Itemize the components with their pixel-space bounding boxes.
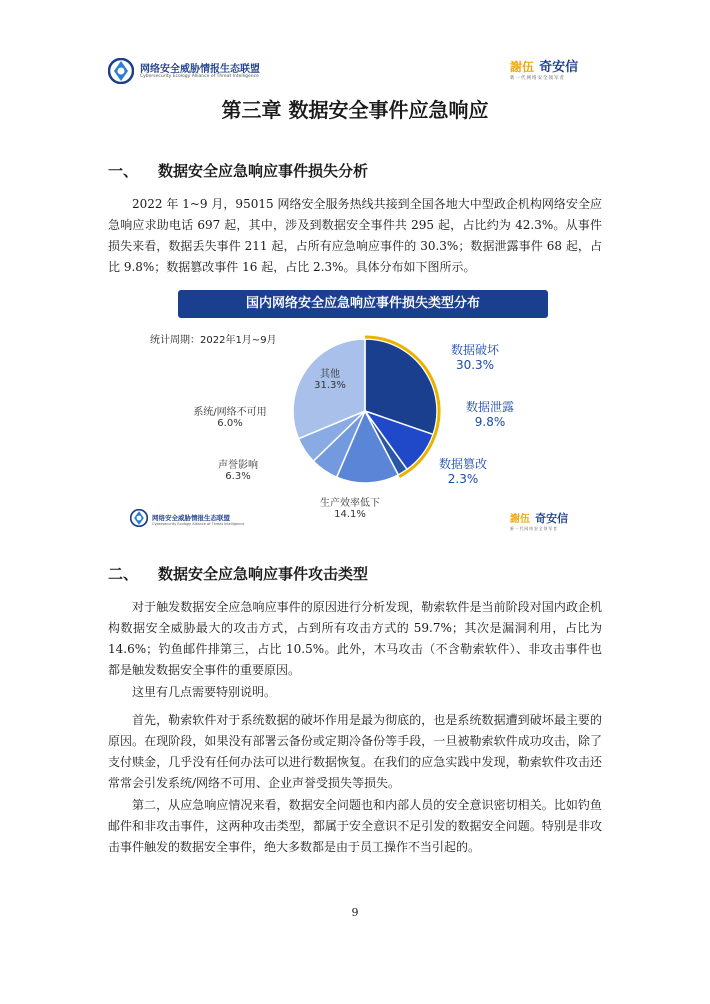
brand-name: 奇安信	[539, 60, 579, 75]
label-data-leak-value: 9.8%	[474, 415, 506, 429]
chart-brand-tagline: 新一代网络安全领军者	[510, 526, 558, 531]
chart-brand-name: 奇安信	[535, 512, 569, 525]
section2-title: 数据安全应急响应事件攻击类型	[158, 565, 369, 583]
page-number: 9	[351, 906, 359, 919]
header-org-name: 网络安全威胁情报生态联盟	[140, 64, 260, 75]
chart-subtitle: 统计周期：2022年1月~9月	[150, 335, 277, 346]
label-other	[300, 365, 360, 391]
label-other-value: 31.3%	[314, 380, 346, 391]
chart-footer-org-name: 网络安全威胁情报生态联盟	[152, 514, 230, 522]
section2-paragraph-3: 首先，勒索软件对于系统数据的破坏作用是最为彻底的，也是系统数据遭到破坏最主要的原因。在现阶段，如果没有部署云备份或定期冷备份等手段，一旦被勒索软件成功攻击，除了支付赎金，几乎没有任何办法可以进行数据恢复。在我们的应急实践中发现，勒索软件攻击还常常会引发系统/网络不可用、企业声誉受损失等损失。	[108, 713, 602, 790]
label-data-tamper	[428, 455, 498, 486]
chapter-title: 第三章 数据安全事件应急响应	[221, 98, 489, 122]
label-productivity	[305, 494, 395, 520]
section1-title: 数据安全应急响应事件损失分析	[158, 162, 369, 180]
label-productivity-value: 14.1%	[334, 509, 366, 520]
label-data-destroy	[440, 341, 510, 372]
qianxin-logo	[510, 56, 602, 86]
section2-paragraph-4: 第二，从应急响应情况来看，数据安全问题也和内部人员的安全意识密切相关。比如钓鱼邮件和非攻击事件，这两种攻击类型，都属于安全意识不足引发的数据安全问题。特别是非攻击事件触发的数据安全事件，绝大多数都是由于员工操作不当引起的。	[108, 798, 602, 854]
label-productivity-name: 生产效率低下	[320, 498, 380, 509]
label-data-tamper-value: 2.3%	[447, 472, 479, 486]
section1-number: 一、	[108, 162, 139, 180]
label-data-leak	[455, 398, 525, 429]
brand-tagline: 新一代网络安全领军者	[510, 76, 565, 81]
brand-mark: 謝伍	[510, 60, 535, 74]
header-org-name-en: Cybersecurity Ecology Alliance of Threat Intelligence	[140, 74, 259, 79]
label-system-unavailable-name: 系统/网络不可用	[193, 407, 267, 418]
chart-footer-org-name-en: Cybersecurity Ecology Alliance of Threat Intelligence	[152, 522, 245, 526]
chart-alliance-logo-icon	[130, 509, 148, 527]
section2-paragraph-1: 对于触发数据安全应急响应事件的原因进行分析发现，勒索软件是当前阶段对国内政企机构数据安全威胁最大的攻击方式，占到所有攻击方式的 59.7%；其次是漏洞利用，占比为 14.6%；钓鱼邮件排第三，占比 10.5%。此外，木马攻击（不含勒索软件）、非攻击事件也都是触发数据安全事件的重要原因。	[108, 600, 602, 677]
label-data-tamper-name: 数据篡改	[438, 457, 487, 471]
label-reputation-value: 6.3%	[225, 471, 251, 482]
label-data-destroy-value: 30.3%	[455, 358, 495, 372]
label-reputation-name: 声誉影响	[218, 460, 258, 471]
section1-paragraph: 2022 年 1~9 月，95015 网络安全服务热线共接到全国各地大中型政企机构网络安全应急响应求助电话 697 起，其中，涉及到数据安全事件共 295 起，占比约为 42.3%。从事件损失来看，数据丢失事件 211 起，占所有应急响应事件的 30.3%；数据泄露事件 68 起，占比 9.8%；数据篡改事件 16 起，占比 2.3%。具体分布如下图所示。	[108, 197, 602, 274]
label-reputation	[208, 456, 268, 482]
label-other-name: 其他	[320, 369, 340, 380]
label-data-leak-name: 数据泄露	[465, 400, 514, 414]
chart-qianxin-logo	[510, 507, 590, 531]
chart-brand-mark: 謝伍	[510, 514, 530, 525]
label-system-unavailable	[180, 403, 280, 429]
section2-number: 二、	[108, 565, 139, 583]
chart-title: 国内网络安全应急响应事件损失类型分布	[178, 290, 548, 318]
section2-paragraph-2: 这里有几点需要特别说明。	[132, 685, 277, 699]
pie-chart	[280, 326, 450, 496]
alliance-logo-icon	[108, 58, 134, 84]
label-data-destroy-name: 数据破坏	[450, 343, 499, 357]
label-system-unavailable-value: 6.0%	[217, 418, 243, 429]
